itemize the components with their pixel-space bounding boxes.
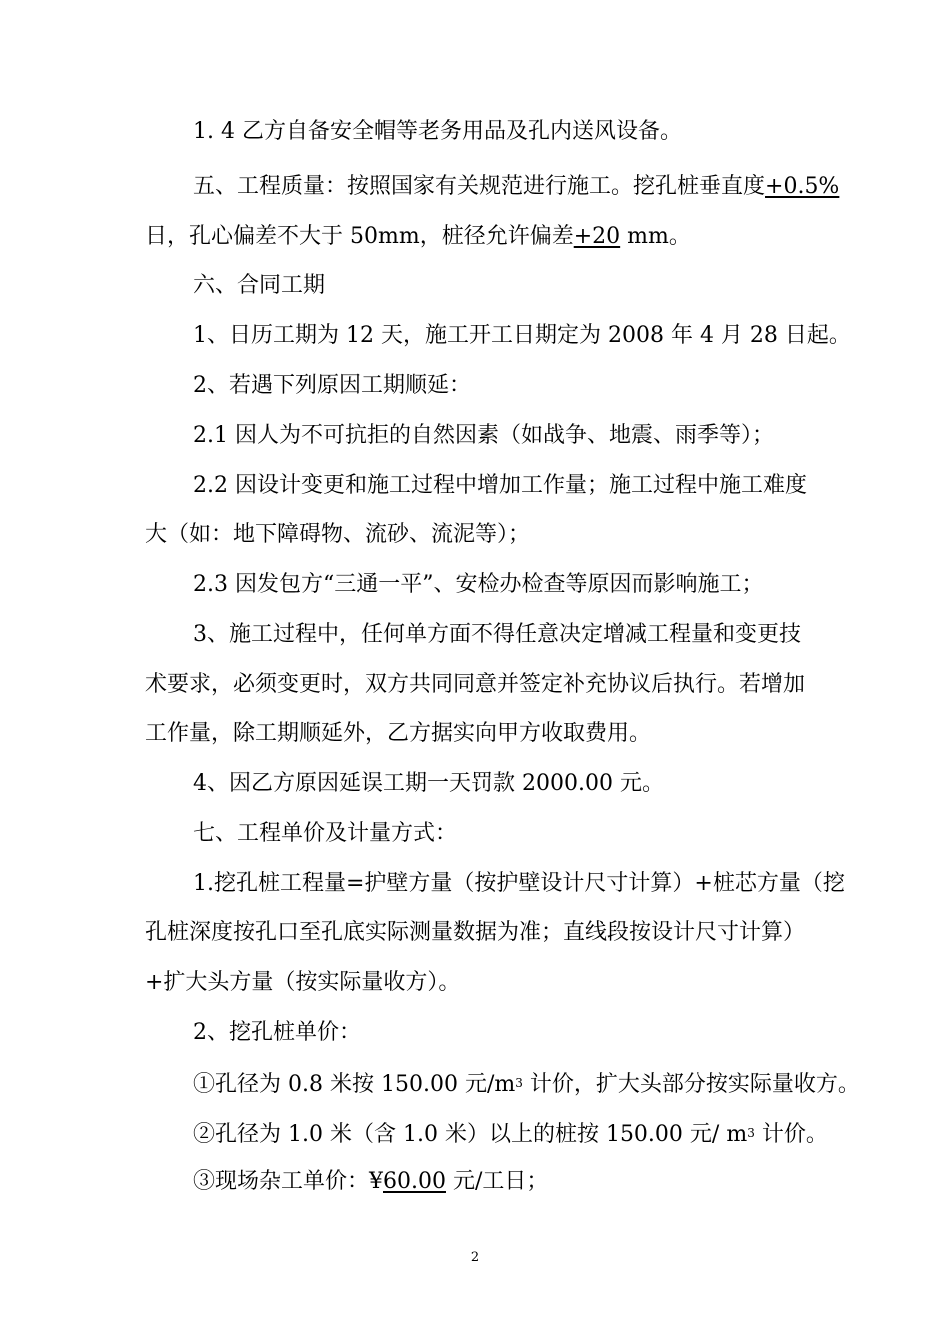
underlined-value: +0.5% — [765, 174, 840, 199]
text-line-6-3c — [145, 719, 815, 749]
text-span: 2、挖孔桩单价： — [193, 1020, 361, 1045]
superscript-3: 3 — [747, 1126, 755, 1140]
section-heading-7 — [193, 819, 815, 849]
text-line-6-3a — [193, 620, 815, 650]
text-line-7-1a — [193, 869, 845, 899]
text-line-6-4 — [193, 769, 815, 799]
text-span: 日，孔心偏差不大于 50mm，桩径允许偏差 — [145, 224, 574, 249]
text-line-price-2 — [193, 1118, 828, 1150]
text-span: 术要求，必须变更时，双方共同同意并签定补充协议后执行。若增加 — [145, 672, 806, 697]
text-span: 孔桩深度按孔口至孔底实际测量数据为准；直线段按设计尺寸计算） — [145, 920, 806, 945]
page-number: 2 — [470, 1250, 480, 1265]
text-line-price-1 — [193, 1068, 860, 1100]
text-span: 4、因乙方原因延误工期一天罚款 2000.00 元。 — [193, 771, 664, 796]
text-line-6-1 — [193, 321, 851, 351]
text-span: +扩大头方量（按实际量收方）。 — [145, 970, 461, 995]
superscript-3: 3 — [515, 1076, 523, 1090]
text-line-6-2-1 — [193, 421, 815, 451]
text-span: 计价。 — [754, 1122, 828, 1147]
text-span: ②孔径为 1.0 米（含 1.0 米）以上的桩按 150.00 元/ m — [193, 1122, 748, 1147]
text-span: ③现场杂工单价：¥ — [193, 1169, 383, 1194]
section-heading-6 — [193, 271, 815, 301]
text-span: 2、若遇下列原因工期顺延： — [193, 373, 471, 398]
text-line-6-2-2b — [145, 520, 815, 550]
text-line-6-2-2a — [193, 471, 815, 501]
text-line-price-3 — [193, 1167, 815, 1197]
text-line-quality-1 — [193, 172, 840, 202]
text-span: 3、施工过程中，任何单方面不得任意决定增减工程量和变更技 — [193, 622, 801, 647]
text-line-1-4 — [193, 117, 815, 147]
text-span: mm。 — [620, 224, 691, 249]
underlined-value: +20 — [573, 224, 621, 249]
text-span: 五、工程质量：按照国家有关规范进行施工。挖孔桩垂直度 — [193, 174, 766, 199]
text-line-quality-2 — [145, 222, 815, 252]
text-span: ①孔径为 0.8 米按 150.00 元/m — [193, 1072, 516, 1097]
text-line-6-2-3 — [193, 570, 815, 600]
text-line-6-2 — [193, 371, 815, 401]
text-span: 1.挖孔桩工程量=护壁方量（按护壁设计尺寸计算）+桩芯方量（挖 — [193, 871, 845, 896]
text-span: 元/工日； — [445, 1169, 549, 1194]
text-span: 六、合同工期 — [193, 273, 326, 298]
text-span: 工作量，除工期顺延外，乙方据实向甲方收取费用。 — [145, 721, 652, 746]
text-span: 大（如：地下障碍物、流砂、流泥等）； — [145, 522, 531, 547]
text-span: 1、日历工期为 12 天，施工开工日期定为 2008 年 4 月 28 日起。 — [193, 323, 851, 348]
text-span: 2.2 因设计变更和施工过程中增加工作量；施工过程中施工难度 — [193, 473, 807, 498]
text-span: 1. 4 乙方自备安全帽等老务用品及孔内送风设备。 — [193, 119, 682, 144]
underlined-value: 60.00 — [383, 1169, 446, 1194]
text-line-7-1c — [145, 968, 815, 998]
text-line-7-1b — [145, 918, 815, 948]
text-line-7-2 — [193, 1018, 815, 1048]
text-span: 七、工程单价及计量方式： — [193, 821, 458, 846]
text-span: 计价，扩大头部分按实际量收方。 — [522, 1072, 860, 1097]
text-span: 2.3 因发包方“三通一平”、安检办检查等原因而影响施工； — [193, 572, 764, 597]
text-line-6-3b — [145, 670, 815, 700]
text-span: 2.1 因人为不可抗拒的自然因素（如战争、地震、雨季等）； — [193, 423, 774, 448]
